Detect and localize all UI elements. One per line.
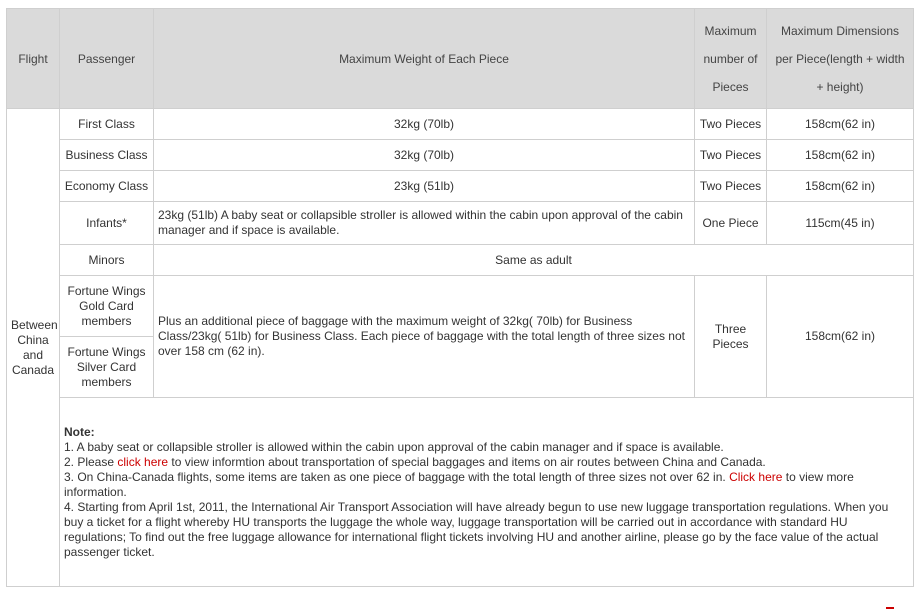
table-row: [7, 109, 914, 140]
note-3-text-after: to view more information.: [64, 469, 854, 499]
minors-value-cell: Same as adult: [154, 245, 914, 276]
pieces-cell: Two Pieces: [695, 109, 767, 140]
passenger-cell: Fortune Wings Gold Card members: [60, 276, 154, 337]
dimensions-cell: 158cm(62 in): [767, 171, 914, 202]
note-2-text-after: to view informtion about transportation of special baggages and items on air routes between China and Canada.: [168, 454, 766, 469]
note-2-text-before: 2. Please: [64, 454, 118, 469]
dimensions-cell: 158cm(62 in): [767, 140, 914, 171]
passenger-cell: First Class: [60, 109, 154, 140]
weight-cell: 23kg (51lb): [154, 171, 695, 202]
passenger-cell: Fortune Wings Silver Card members: [60, 337, 154, 398]
table-row: [7, 202, 914, 245]
table-row: [7, 140, 914, 171]
passenger-cell: Economy Class: [60, 171, 154, 202]
notes-cell: [60, 398, 914, 587]
table-header-row: [7, 9, 914, 109]
note-3-text-before: 3. On China-Canada flights, some items are taken as one piece of baggage with the total length of three sizes not over 62 in.: [64, 469, 730, 484]
header-max-pieces: Maximum number of Pieces: [695, 9, 767, 109]
table-row: [7, 276, 914, 337]
more-information-link[interactable]: Click here: [729, 469, 783, 484]
weight-cell: 23kg (51lb) A baby seat or collapsible stroller is allowed within the cabin upon approval of the cabin manager and if space is available.: [154, 202, 695, 245]
note-4: 4. Starting from April 1st, 2011, the International Air Transport Association will have already begun to use new luggage transportation regulations. When you buy a ticket for a flight whereby HU transports the luggage the whole way, luggage transportation will be carried out in accordance with standard HU regulations; To find out the free luggage allowance for international flight tickets involving HU and another airline, please go by the face value of the actual passenger ticket.: [64, 499, 889, 559]
note-3: [64, 470, 909, 500]
notes-title: Note:: [64, 424, 95, 439]
table-row: [7, 245, 914, 276]
dimensions-cell: 158cm(62 in): [767, 109, 914, 140]
weight-cell: 32kg (70lb): [154, 109, 695, 140]
pieces-cell: Three Pieces: [695, 276, 767, 398]
header-passenger: Passenger: [60, 9, 154, 109]
header-max-dimensions: Maximum Dimensions per Piece(length + width + height): [767, 9, 914, 109]
pieces-cell: Two Pieces: [695, 171, 767, 202]
header-max-weight: Maximum Weight of Each Piece: [154, 9, 695, 109]
passenger-cell: Minors: [60, 245, 154, 276]
notes-row: [7, 398, 914, 587]
corner-mark: [886, 607, 894, 612]
note-2: [64, 455, 909, 470]
pieces-cell: One Piece: [695, 202, 767, 245]
header-flight: Flight: [7, 9, 60, 109]
passenger-cell: Infants*: [60, 202, 154, 245]
pieces-cell: Two Pieces: [695, 140, 767, 171]
dimensions-cell: 158cm(62 in): [767, 276, 914, 398]
route-cell: Between China and Canada: [7, 109, 60, 587]
special-baggage-link[interactable]: click here: [117, 454, 169, 469]
weight-cell: 32kg (70lb): [154, 140, 695, 171]
weight-cell: Plus an additional piece of baggage with the maximum weight of 32kg( 70lb) for Business Class/23kg( 51lb) for Business Class. Each piece of baggage with the total length of three sizes not over 158 cm (62 in).: [154, 276, 695, 398]
baggage-allowance-table: [6, 8, 914, 587]
passenger-cell: Business Class: [60, 140, 154, 171]
dimensions-cell: 115cm(45 in): [767, 202, 914, 245]
table-row: [7, 171, 914, 202]
note-1: 1. A baby seat or collapsible stroller is allowed within the cabin upon approval of the cabin manager and if space is available.: [64, 439, 724, 454]
